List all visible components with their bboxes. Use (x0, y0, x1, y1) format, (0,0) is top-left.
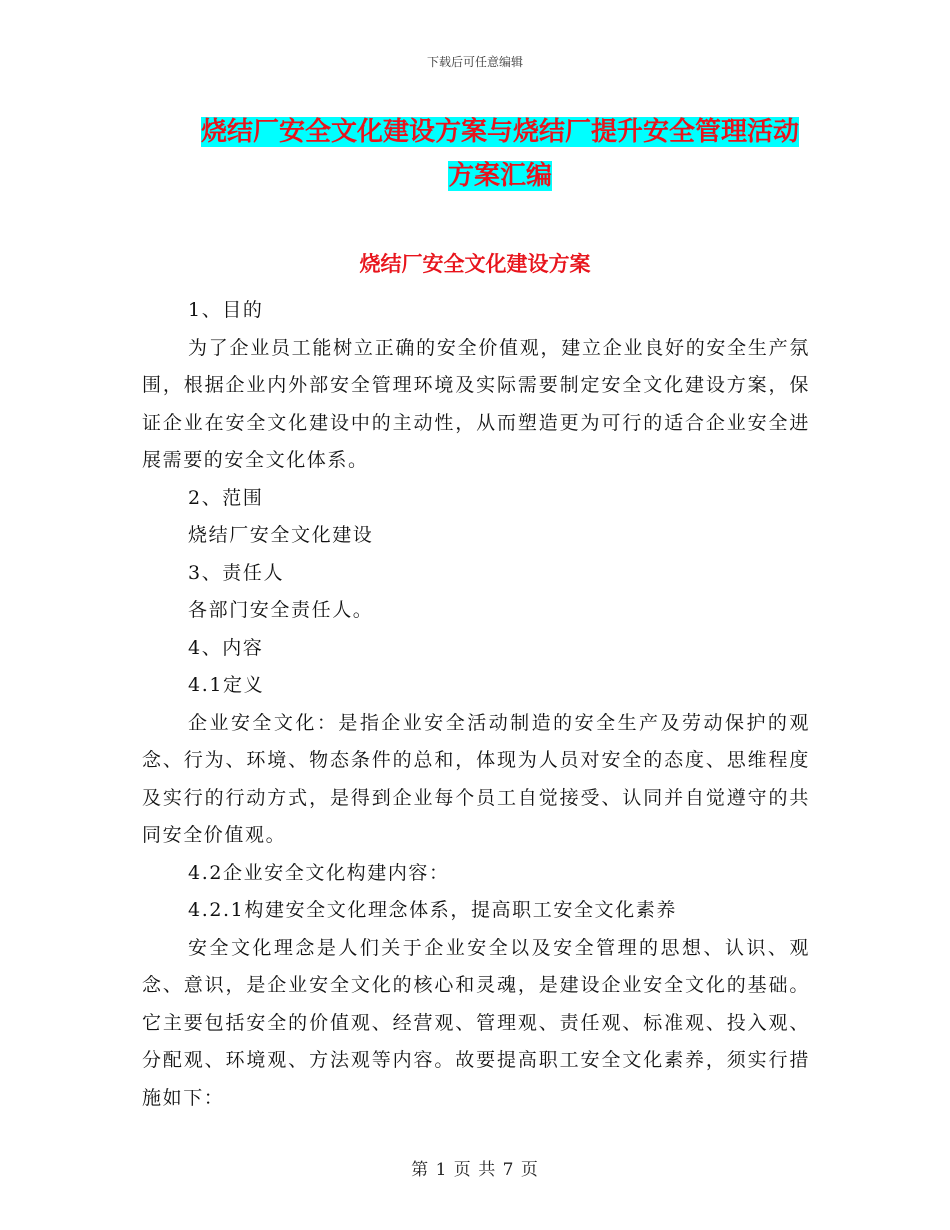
page-header-note: 下载后可任意编辑 (426, 55, 523, 69)
paragraph-responsible: 各部门安全责任人。 (188, 599, 374, 621)
document-title-line-2: 方案汇编 (447, 161, 552, 191)
heading-responsible: 3、责任人 (188, 561, 285, 584)
heading-concept-system: 4.2.1构建安全文化理念体系，提高职工安全文化素养 (188, 899, 677, 921)
heading-construction: 4.2企业安全文化构建内容： (188, 861, 450, 884)
heading-definition: 4.1定义 (188, 674, 265, 696)
document-title-line-1: 烧结厂安全文化建设方案与烧结厂提升安全管理活动 (200, 117, 799, 147)
document-title (190, 110, 810, 198)
heading-content: 4、内容 (188, 636, 264, 659)
section-title: 烧结厂安全文化建设方案 (359, 252, 591, 276)
paragraph-scope: 烧结厂安全文化建设 (188, 524, 374, 546)
paragraph-purpose: 为了企业员工能树立正确的安全价值观，建立企业良好的安全生产氛围，根据企业内外部安全管理环境及实际需要制定安全文化建设方案，保证企业在安全文化建设中的主动性，从而塑造更为可行的适合企业安全进展需要的安全文化体系。 (142, 336, 810, 471)
heading-scope: 2、范围 (188, 486, 264, 509)
page-footer: 第 1 页 共 7 页 (411, 1160, 539, 1180)
document-body (142, 292, 810, 1117)
heading-purpose: 1、目的 (188, 299, 264, 321)
paragraph-concept-system: 安全文化理念是人们关于企业安全以及安全管理的思想、认识、观念、意识，是企业安全文化的核心和灵魂，是建设企业安全文化的基础。它主要包括安全的价值观、经营观、管理观、责任观、标准观、投入观、分配观、环境观、方法观等内容。故要提高职工安全文化素养，须实行措施如下： (142, 936, 810, 1109)
paragraph-definition: 企业安全文化：是指企业安全活动制造的安全生产及劳动保护的观念、行为、环境、物态条件的总和，体现为人员对安全的态度、思维程度及实行的行动方式，是得到企业每个员工自觉接受、认同并自觉遵守的共同安全价值观。 (142, 711, 810, 846)
